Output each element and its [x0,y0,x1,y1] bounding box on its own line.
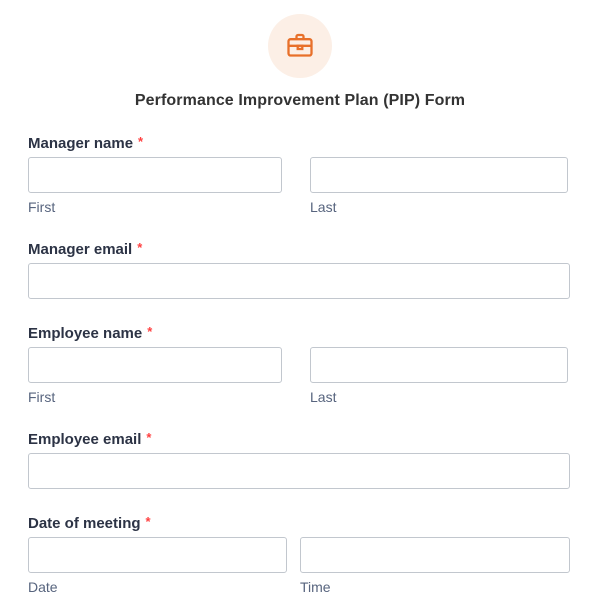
field-manager-name [28,133,570,215]
manager-first-name-sublabel: First [28,199,56,215]
field-manager-email [28,239,570,299]
required-asterisk: * [138,134,144,149]
employee-first-name-input[interactable] [28,347,282,383]
meeting-time-sublabel: Time [300,579,331,595]
employee-email-input[interactable] [28,453,570,489]
date-of-meeting-label: Date of meeting * [28,514,151,532]
employee-last-name-sublabel: Last [310,389,337,405]
field-employee-name [28,323,570,405]
form-header-icon-circle [268,14,332,78]
employee-first-name-sublabel: First [28,389,56,405]
field-date-of-meeting [28,513,570,595]
manager-first-name-input[interactable] [28,157,282,193]
manager-email-label: Manager email * [28,240,143,258]
meeting-time-input[interactable] [300,537,570,573]
meeting-date-sublabel: Date [28,579,58,595]
employee-email-label: Employee email * [28,430,152,448]
employee-name-label: Employee name * [28,324,153,342]
form-fields-area [0,110,600,595]
manager-last-name-sublabel: Last [310,199,337,215]
required-asterisk: * [146,430,152,445]
page-title: Performance Improvement Plan (PIP) Form [134,92,466,109]
meeting-date-input[interactable] [28,537,287,573]
manager-last-name-input[interactable] [310,157,568,193]
manager-email-input[interactable] [28,263,570,299]
employee-last-name-input[interactable] [310,347,568,383]
required-asterisk: * [145,514,151,529]
required-asterisk: * [147,324,153,339]
briefcase-icon [283,30,317,62]
field-employee-email [28,429,570,489]
required-asterisk: * [137,240,143,255]
pip-form-page [0,14,600,595]
manager-name-label: Manager name * [28,134,144,152]
